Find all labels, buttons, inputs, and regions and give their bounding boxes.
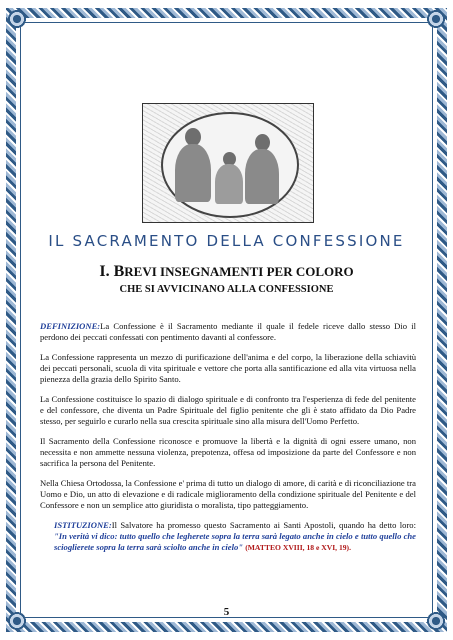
section-heading <box>0 263 453 281</box>
corner-ornament-icon <box>6 8 28 30</box>
definizione-text: La Confessione è il Sacramento mediante il quale il fedele riceve dallo stesso Dio il perdono dei peccati confessati con pentimento davanti al confessore. <box>40 321 416 342</box>
confession-engraving <box>142 103 314 223</box>
paragraph-definizione <box>40 321 416 343</box>
penitent-figure <box>215 164 243 204</box>
istituzione-label: ISTITUZIONE: <box>54 520 112 530</box>
corner-ornament-icon <box>425 8 447 30</box>
document-body <box>40 321 416 553</box>
section-subheading: CHE SI AVVICINANO ALLA CONFESSIONE <box>119 284 334 295</box>
gospel-quote: "In verità vi dico: tutto quello che legherete sopra la terra sarà legato anche in cielo e tutto quello che scioglierete sopra la terra sarà sciolto anche in cielo" <box>54 531 416 552</box>
gospel-reference: (MATTEO XVIII, 18 e XVI, 19). <box>245 543 351 552</box>
paragraph-4: Il Sacramento della Confessione riconosce e promuove la libertà e la dignità di ogni essere umano, non necessita e non ammette nessuna violenza, prepotenza, offesa od imposizione da parte del Confessore e non sacrifica la persona del Penitente. <box>40 436 416 468</box>
christ-figure <box>175 144 211 202</box>
paragraph-2: La Confessione rappresenta un mezzo di purificazione dell'anima e del corpo, la liberazione della schiavitù dei peccati personali, scuola di vita spirituale e vettore che porta alla santificazione ed alla vita virtuosa nella pienezza della grazia dello Spirito Santo. <box>40 352 416 384</box>
heading-initial: I. B <box>99 263 125 280</box>
paragraph-5: Nella Chiesa Ortodossa, la Confessione e' prima di tutto un dialogo di amore, di carità e di riconciliazione tra Uomo e Dio, un atto di elevazione e di radicale miglioramento della condizione spirituale del Penitente e del Confessore e non un semplice atto giuridista o moralista, tipo patteggiamento. <box>40 478 416 510</box>
page-title: IL SACRAMENTO DELLA CONFESSIONE <box>48 232 405 250</box>
engraving-medallion <box>161 112 299 218</box>
paragraph-istituzione <box>40 520 416 553</box>
paragraph-3: La Confessione costituisce lo spazio di dialogo spirituale e di confronto tra l'esperienza di fede del penitente e del confessore, che diventa un Padre Spirituale del figlio penitente che gli è stato affidato da Dio Padre stesso, per seguirlo e curarlo nella sua crescita spirituale sino alla misura dell'Uomo Perfetto. <box>40 394 416 426</box>
heading-rest: REVI INSEGNAMENTI PER COLORO <box>124 264 354 279</box>
definizione-label: DEFINIZIONE: <box>40 321 101 331</box>
page-number: 5 <box>223 606 230 618</box>
priest-figure <box>245 149 279 204</box>
istituzione-text: Il Salvatore ha promesso questo Sacramento ai Santi Apostoli, quando ha detto loro: <box>111 520 416 530</box>
